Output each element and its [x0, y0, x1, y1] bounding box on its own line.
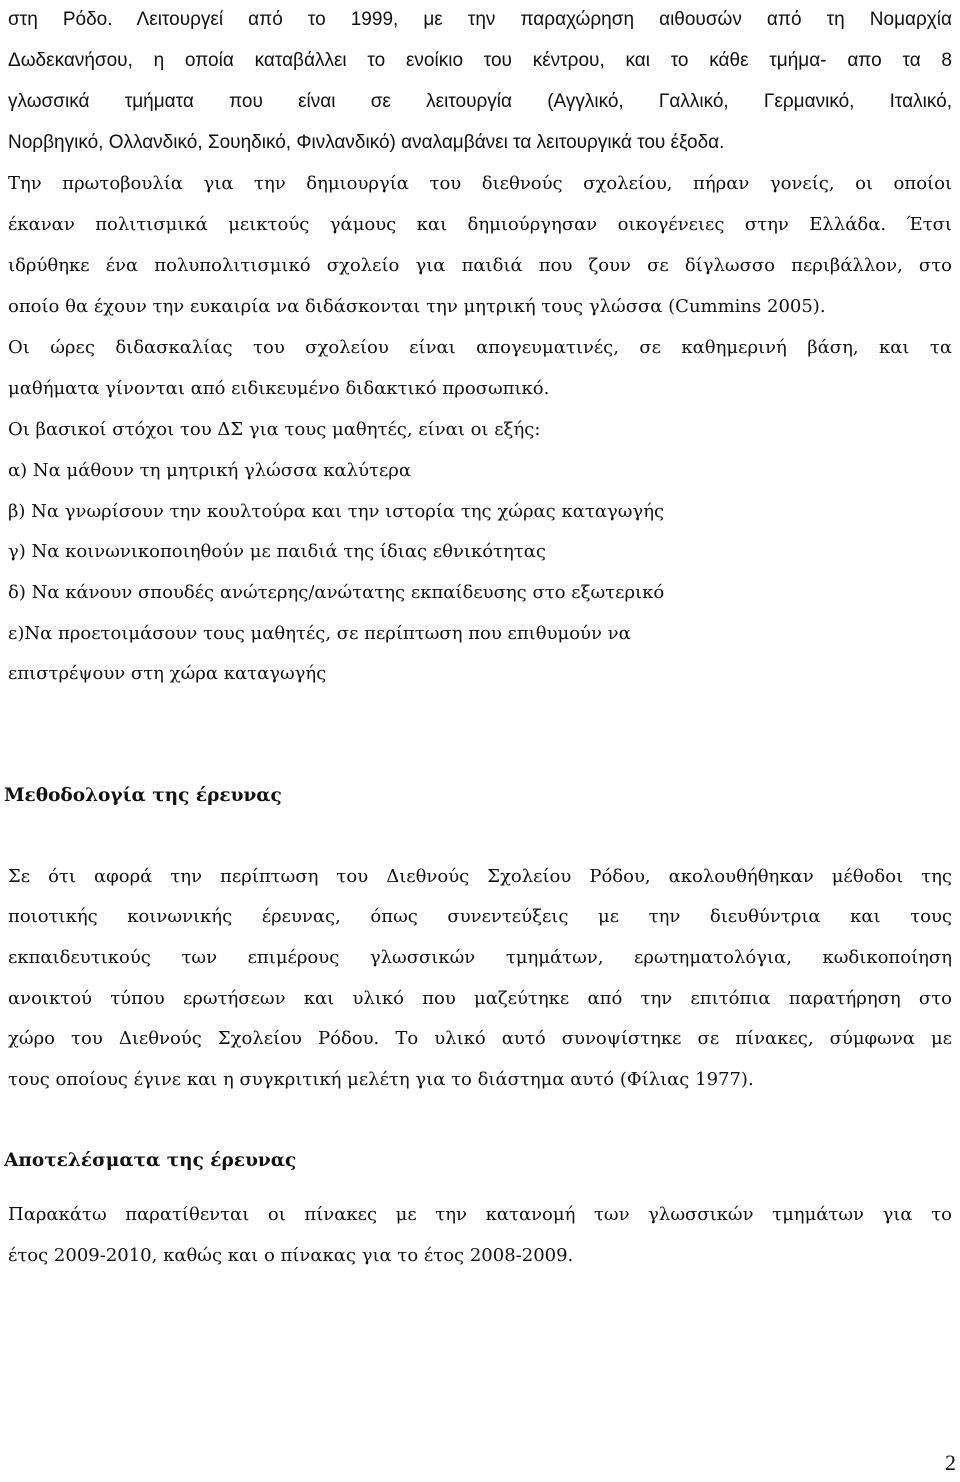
origin-line: Οι ώρες διδασκαλίας του σχολείου είναι απογευματινές, σε καθημερινή βάση, και τα — [8, 337, 952, 358]
goal-item: α) Να μάθουν τη μητρική γλώσσα καλύτερα — [8, 460, 412, 481]
methodology-line: Σε ότι αφορά την περίπτωση του Διεθνούς Σχολείου Ρόδου, ακολουθήθηκαν μέθοδοι της — [8, 866, 952, 887]
methodology-line: ανοικτού τύπου ερωτήσεων και υλικό που μαζεύτηκε από την επιτόπια παρατήρηση στο — [8, 988, 952, 1009]
origin-line: μαθήματα γίνονται από ειδικευμένο διδακτικό προσωπικό. — [8, 378, 550, 399]
goals-intro: Οι βασικοί στόχοι του ΔΣ για τους μαθητές, είναι οι εξής: — [8, 419, 541, 440]
goal-item: επιστρέψουν στη χώρα καταγωγής — [8, 663, 327, 684]
methodology-line: χώρο του Διεθνούς Σχολείου Ρόδου. Το υλικό αυτό συνοψίστηκε σε πίνακες, σύμφωνα με — [8, 1028, 952, 1049]
origin-line: ιδρύθηκε ένα πολυπολιτισμικό σχολείο για παιδιά που ζουν σε δίγλωσσο περιβάλλον, στο — [8, 255, 952, 276]
origin-line: οποίο θα έχουν την ευκαιρία να διδάσκονται την μητρική τους γλώσσα (Cummins 2005). — [8, 296, 826, 317]
intro-line: Δωδεκανήσου, η οποία καταβάλλει το ενοίκιο του κέντρου, και το κάθε τμήμα- απο τα 8 — [8, 50, 952, 71]
intro-line: γλωσσικά τμήματα που είναι σε λειτουργία (Αγγλικό, Γαλλικό, Γερμανικό, Ιταλικό, — [8, 91, 952, 112]
origin-line: Την πρωτοβουλία για την δημιουργία του διεθνούς σχολείου, πήραν γονείς, οι οποίοι — [8, 173, 952, 194]
results-line: Παρακάτω παρατίθενται οι πίνακες με την κατανομή των γλωσσικών τμημάτων για το — [8, 1204, 952, 1225]
methodology-heading: Μεθοδολογία της έρευνας — [4, 785, 282, 806]
results-line: έτος 2009-2010, καθώς και ο πίνακας για το έτος 2008-2009. — [8, 1245, 574, 1266]
goal-item: γ) Να κοινωνικοποιηθούν με παιδιά της ίδιας εθνικότητας — [8, 541, 546, 562]
goal-item: β) Να γνωρίσουν την κουλτούρα και την ιστορία της χώρας καταγωγής — [8, 501, 665, 522]
page-number: 2 — [945, 1450, 956, 1475]
origin-line: έκαναν πολιτισμικά μεικτούς γάμους και δημιούργησαν οικογένειες στην Ελλάδα. Έτσι — [8, 214, 952, 235]
methodology-line: ποιοτικής κοινωνικής έρευνας, όπως συνεντεύξεις με την διευθύντρια και τους — [8, 906, 952, 927]
intro-line: στη Ρόδο. Λειτουργεί από το 1999, με την παραχώρηση αιθουσών από τη Νομαρχία — [8, 9, 952, 30]
intro-line: Νορβηγικό, Ολλανδικό, Σουηδικό, Φινλανδικό) αναλαμβάνει τα λειτουργικά του έξοδα. — [8, 132, 725, 153]
methodology-line: εκπαιδευτικούς των επιμέρους γλωσσικών τμημάτων, ερωτηματολόγια, κωδικοποίηση — [8, 947, 952, 968]
goal-item: ε)Να προετοιμάσουν τους μαθητές, σε περίπτωση που επιθυμούν να — [8, 623, 631, 644]
goal-item: δ) Να κάνουν σπουδές ανώτερης/ανώτατης εκπαίδευσης στο εξωτερικό — [8, 582, 665, 603]
results-heading: Αποτελέσματα της έρευνας — [4, 1150, 297, 1171]
methodology-line: τους οποίους έγινε και η συγκριτική μελέτη για το διάστημα αυτό (Φίλιας 1977). — [8, 1069, 754, 1090]
